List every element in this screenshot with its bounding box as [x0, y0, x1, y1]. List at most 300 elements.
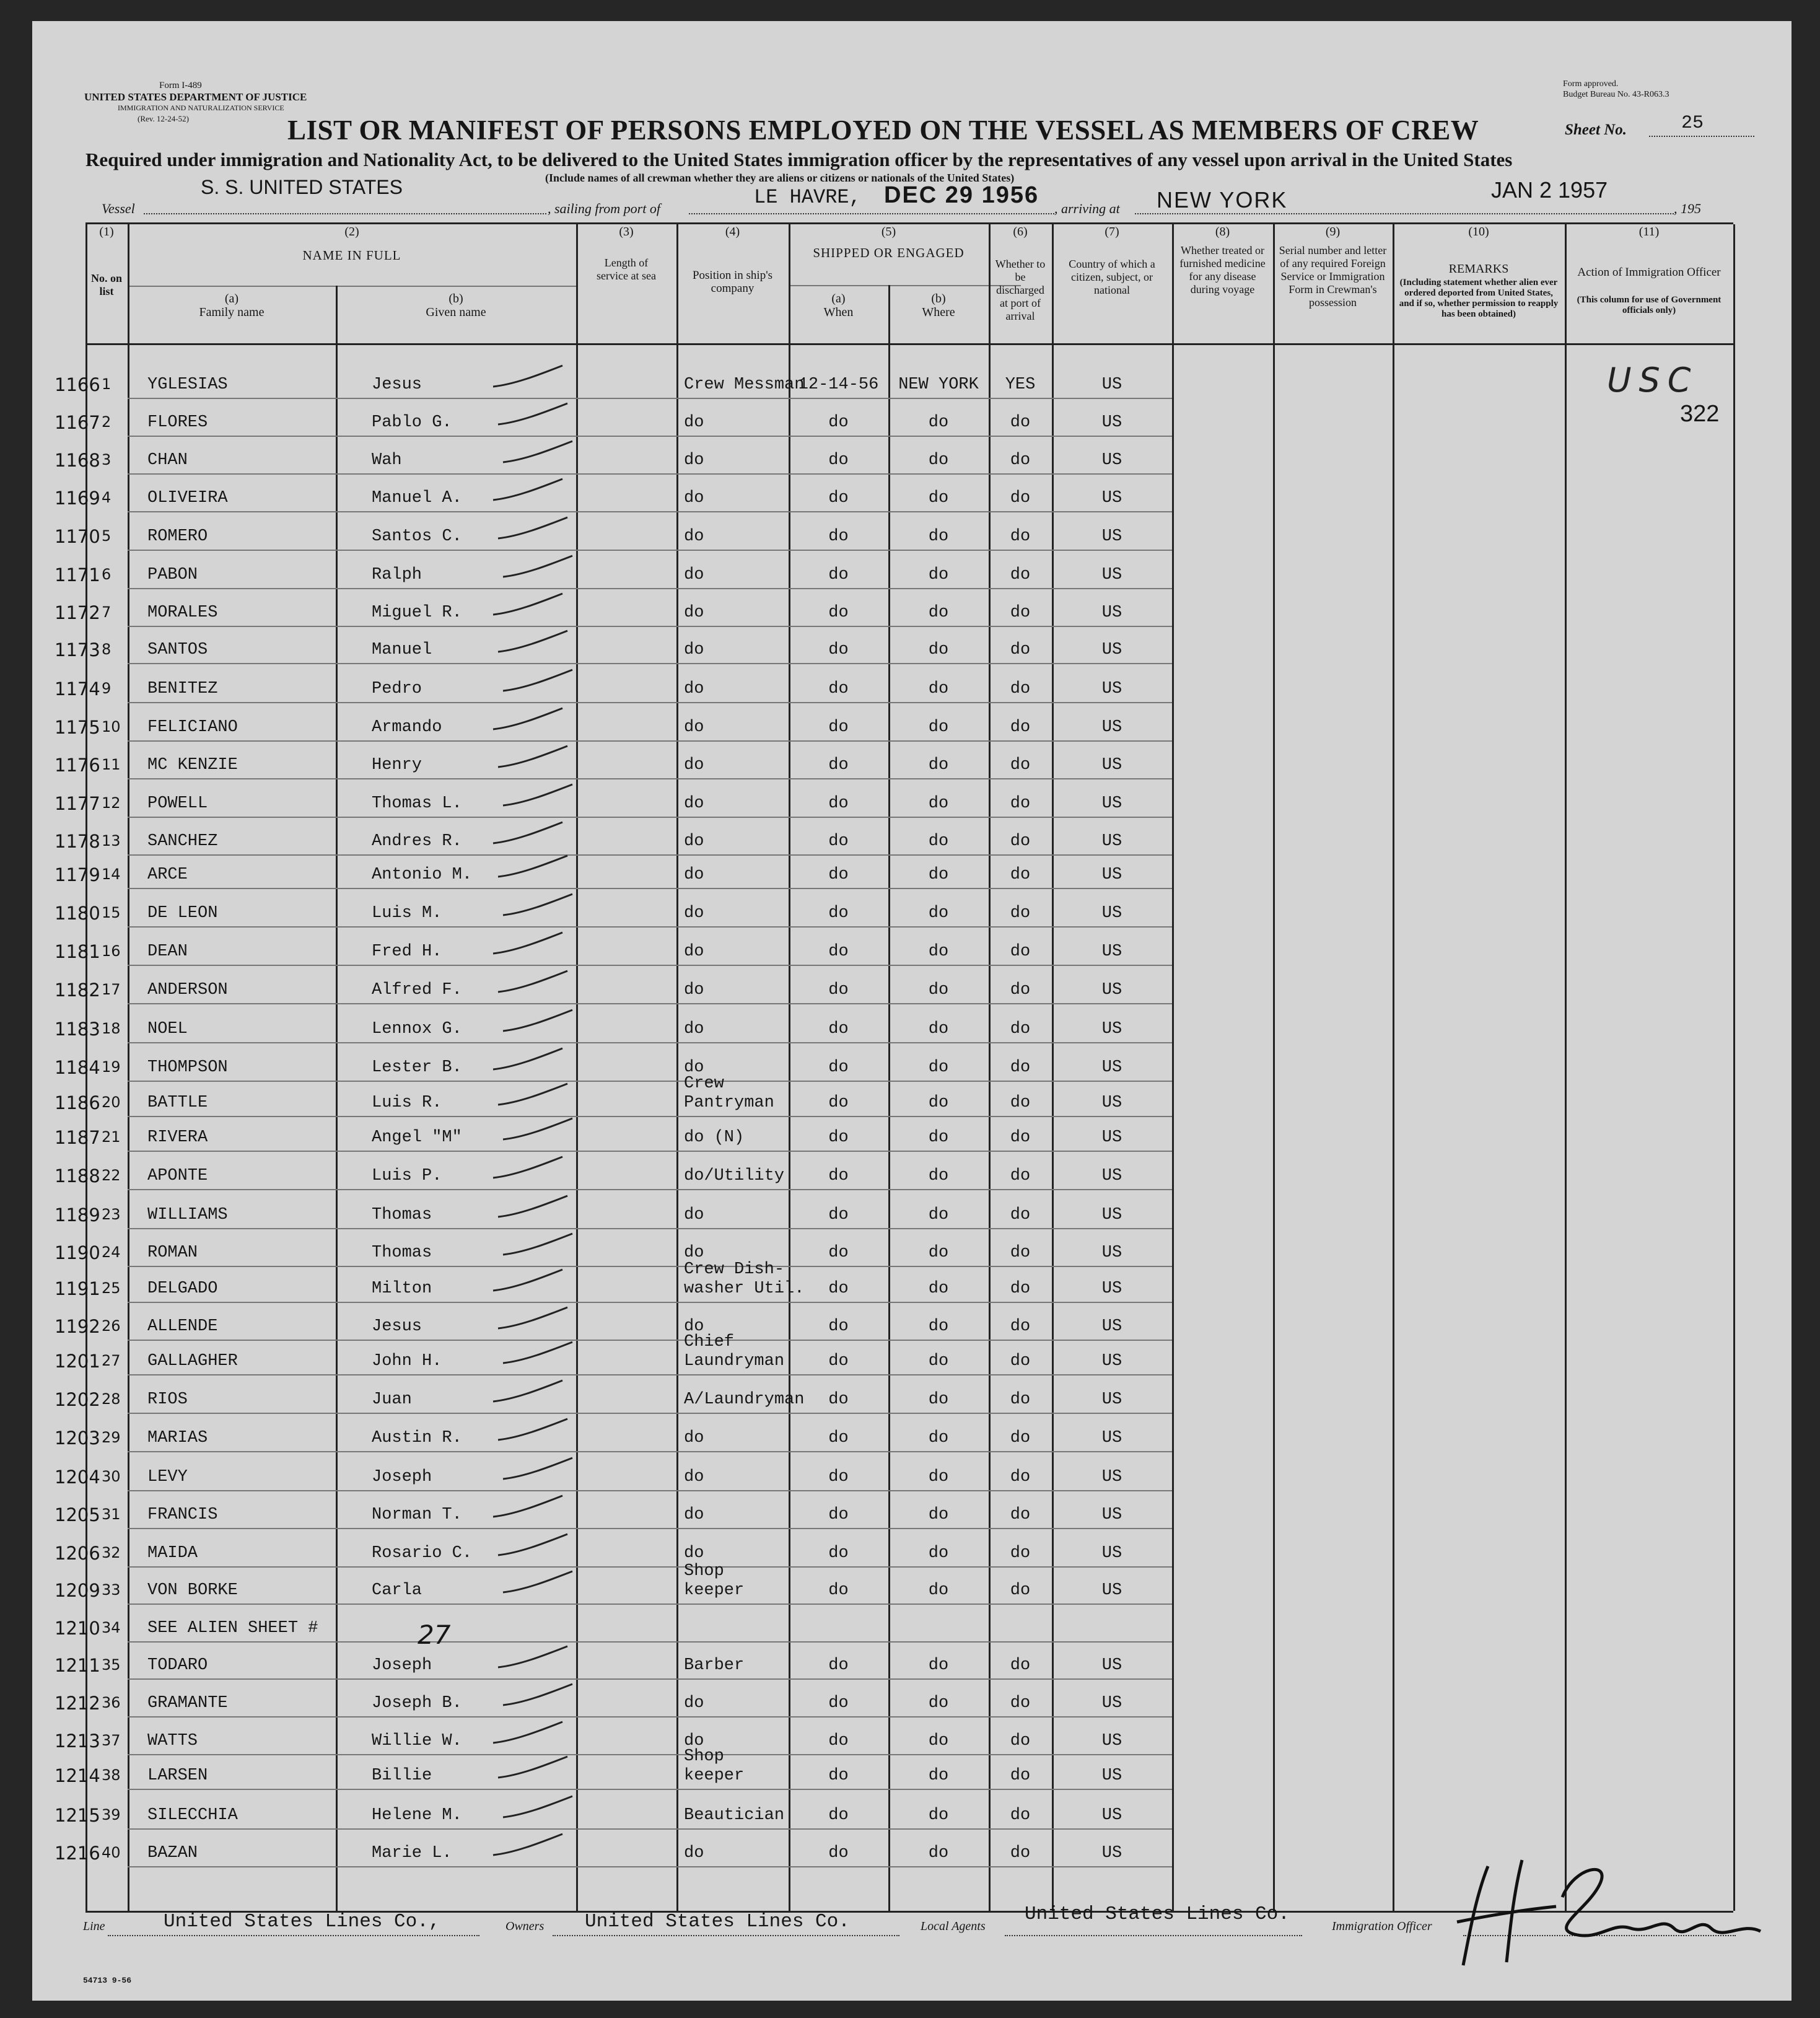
check-mark	[496, 852, 570, 889]
country: US	[1101, 1244, 1122, 1262]
country: US	[1101, 1544, 1122, 1563]
row-rule	[128, 1413, 1172, 1414]
col3-number: (3)	[619, 225, 634, 239]
row-number: 11	[102, 756, 121, 773]
row-serial: 1190	[55, 1242, 100, 1263]
row-rule	[128, 511, 1172, 512]
position: Shop keeper	[684, 1562, 745, 1600]
row-number: 17	[102, 981, 121, 998]
col-position-header: Position in ship's company	[692, 269, 773, 295]
row-rule	[128, 473, 1172, 475]
row-number: 16	[102, 942, 121, 960]
check-mark	[491, 362, 565, 399]
row-serial: 1168	[55, 450, 100, 471]
manifest-sheet	[32, 21, 1792, 2001]
position: do	[684, 1429, 704, 1447]
check-mark	[501, 1115, 575, 1152]
discharged: do	[1010, 1167, 1031, 1185]
shipped-when: do	[828, 1317, 849, 1336]
col-remarks-note: (Including statement whether alien ever ordered deported from United States, and if so, whether permission to reapply has been obtained)	[1399, 278, 1559, 319]
position: do	[684, 451, 704, 470]
departure-date-stamp: DEC 29 1956	[884, 182, 1039, 208]
shipped-where: do	[928, 1429, 949, 1447]
owners-company: United States Lines Co.	[585, 1911, 850, 1932]
shipped-where: do	[928, 1506, 949, 1524]
country: US	[1101, 1766, 1122, 1785]
family-name: BAZAN	[147, 1844, 198, 1862]
check-mark	[491, 1153, 565, 1190]
given-name: Juan	[372, 1390, 412, 1409]
row-number: 8	[102, 641, 112, 658]
shipped-where: do	[928, 527, 949, 546]
row-number: 31	[102, 1506, 121, 1523]
shipped-when: do	[828, 794, 849, 813]
discharged: do	[1010, 1544, 1031, 1563]
shipped-where: do	[928, 1352, 949, 1371]
position: do	[684, 641, 704, 659]
shipped-where: do	[928, 1128, 949, 1147]
shipped-when: do	[828, 1766, 849, 1785]
shipped-when: do	[828, 718, 849, 737]
check-mark	[491, 1830, 565, 1867]
row-serial: 1183	[55, 1019, 100, 1040]
given-name: Santos C.	[372, 527, 462, 546]
col-remarks-header: REMARKS	[1448, 262, 1509, 276]
discharged: do	[1010, 1244, 1031, 1262]
position: Beautician	[684, 1806, 785, 1825]
country: US	[1101, 1429, 1122, 1447]
shipped-where: do	[928, 1279, 949, 1298]
shipped-when: do	[828, 1352, 849, 1371]
row-serial: 1201	[55, 1351, 100, 1372]
family-name: ANDERSON	[147, 981, 228, 999]
row-rule	[128, 1228, 1172, 1229]
form-approved: Form approved.	[1563, 79, 1619, 89]
shipped-when: do	[828, 1544, 849, 1563]
row-number: 27	[102, 1352, 121, 1369]
country: US	[1101, 1206, 1122, 1224]
given-name: Wah	[372, 451, 402, 470]
row-number: 19	[102, 1058, 121, 1076]
row-number: 13	[102, 832, 121, 849]
page-title: LIST OR MANIFEST OF PERSONS EMPLOYED ON THE VESSEL AS MEMBERS OF CREW	[287, 115, 1479, 146]
position: do	[684, 1732, 704, 1750]
row-serial: 1184	[55, 1057, 100, 1078]
row-rule	[128, 1189, 1172, 1190]
position: do (N)	[684, 1128, 745, 1147]
col-serial-header: Serial number and letter of any required Foreign Service or Immigration Form in Crewman's possession	[1279, 244, 1387, 309]
discharged: do	[1010, 566, 1031, 584]
shipped-when: do	[828, 1429, 849, 1447]
position: do	[684, 1468, 704, 1486]
shipped-where: do	[928, 413, 949, 432]
service-name: IMMIGRATION AND NATURALIZATION SERVICE	[118, 103, 284, 112]
country: US	[1101, 1656, 1122, 1675]
country: US	[1101, 1279, 1122, 1298]
shipped-when: do	[828, 451, 849, 470]
row-serial: 1169	[55, 488, 100, 509]
row-serial: 1181	[55, 941, 100, 962]
family-name: BATTLE	[147, 1094, 208, 1112]
row-rule	[128, 1754, 1172, 1755]
check-mark	[501, 1568, 575, 1605]
col-when-header: When	[823, 305, 854, 319]
given-name: John H.	[372, 1352, 442, 1371]
row-rule	[128, 1828, 1172, 1830]
position: do	[684, 1506, 704, 1524]
row-serial: 1180	[55, 903, 100, 924]
given-name: Joseph	[372, 1656, 432, 1675]
col10-number: (10)	[1468, 225, 1489, 239]
row-number: 29	[102, 1429, 121, 1446]
row-serial: 1216	[55, 1843, 100, 1864]
row-serial: 1211	[55, 1655, 100, 1676]
family-name: APONTE	[147, 1167, 208, 1185]
shipped-when: do	[828, 1581, 849, 1600]
arrival-port: NEW YORK	[1157, 187, 1288, 213]
row-serial: 1210	[55, 1618, 100, 1639]
discharged: do	[1010, 1128, 1031, 1147]
position: do	[684, 718, 704, 737]
row-number: 10	[102, 718, 121, 735]
position: do	[684, 680, 704, 698]
shipped-where: do	[928, 1317, 949, 1336]
country: US	[1101, 1128, 1122, 1147]
family-name: RIVERA	[147, 1128, 208, 1147]
given-name: Pedro	[372, 680, 422, 698]
country: US	[1101, 981, 1122, 999]
shipped-where: do	[928, 794, 949, 813]
shipped-where: do	[928, 489, 949, 507]
family-name: DEAN	[147, 942, 188, 961]
col2-number: (2)	[344, 225, 359, 239]
row-number: 25	[102, 1279, 121, 1297]
row-serial: 1188	[55, 1165, 100, 1187]
check-mark	[491, 1492, 565, 1529]
shipped-where: NEW YORK	[898, 375, 979, 394]
col9-number: (9)	[1325, 225, 1341, 239]
check-mark	[501, 1006, 575, 1043]
shipped-when: do	[828, 1058, 849, 1077]
family-name: POWELL	[147, 794, 208, 813]
family-name: VON BORKE	[147, 1581, 238, 1600]
local-agents-label: Local Agents	[921, 1919, 986, 1933]
given-name: Helene M.	[372, 1806, 462, 1825]
given-name: Billie	[372, 1766, 432, 1785]
row-rule	[128, 1566, 1172, 1568]
check-mark	[491, 929, 565, 966]
position: do	[684, 413, 704, 432]
row-number: 30	[102, 1468, 121, 1485]
family-name: THOMPSON	[147, 1058, 228, 1077]
family-name: RIOS	[147, 1390, 188, 1409]
check-mark	[491, 818, 565, 856]
country: US	[1101, 866, 1122, 884]
row-rule	[128, 1451, 1172, 1452]
discharged: do	[1010, 756, 1031, 774]
discharged: do	[1010, 1390, 1031, 1409]
row-number: 4	[102, 489, 112, 506]
position: do	[684, 832, 704, 851]
family-name: SANTOS	[147, 641, 208, 659]
given-name: Joseph	[372, 1468, 432, 1486]
alien-sheet-number: 27	[418, 1620, 451, 1650]
position: do	[684, 1317, 704, 1336]
row-number: 35	[102, 1656, 121, 1674]
family-name: DE LEON	[147, 904, 218, 923]
discharged: do	[1010, 1694, 1031, 1713]
row-serial: 1212	[55, 1693, 100, 1714]
country: US	[1101, 1468, 1122, 1486]
discharged: do	[1010, 1317, 1031, 1336]
family-name: ROMERO	[147, 527, 208, 546]
country: US	[1101, 1844, 1122, 1862]
row-number: 18	[102, 1020, 121, 1037]
position: Barber	[684, 1656, 745, 1675]
sheet-number: 25	[1681, 113, 1704, 134]
col-immigration-action-header: Action of Immigration Officer	[1577, 266, 1721, 279]
row-serial: 1187	[55, 1127, 100, 1148]
row-serial: 1175	[55, 717, 100, 738]
check-mark	[496, 1753, 570, 1790]
row-rule	[128, 888, 1172, 889]
row-serial: 1174	[55, 678, 100, 700]
position: do	[684, 1206, 704, 1224]
row-serial: 1166	[55, 374, 100, 395]
row-serial: 1178	[55, 831, 100, 852]
shipped-where: do	[928, 1468, 949, 1486]
given-name: Rosario C.	[372, 1544, 473, 1563]
check-mark	[501, 1338, 575, 1375]
row-number: 2	[102, 413, 112, 431]
shipped-where: do	[928, 1058, 949, 1077]
row-serial: 1186	[55, 1092, 100, 1113]
check-mark	[496, 742, 570, 779]
position: Chief Laundryman	[684, 1333, 785, 1371]
col-country-header: Country of which a citizen, subject, or national	[1069, 258, 1155, 296]
country: US	[1101, 1167, 1122, 1185]
shipped-where: do	[928, 756, 949, 774]
row-number: 36	[102, 1694, 121, 1711]
family-name: YGLESIAS	[147, 375, 228, 394]
row-serial: 1171	[55, 564, 100, 586]
col1-number: (1)	[99, 225, 114, 239]
shipped-when: do	[828, 1020, 849, 1038]
row-number: 34	[102, 1619, 121, 1636]
family-name: WATTS	[147, 1732, 198, 1750]
country: US	[1101, 375, 1122, 394]
discharged: do	[1010, 718, 1031, 737]
form-number: Form I-489	[159, 81, 202, 90]
family-name: SEE ALIEN SHEET #	[147, 1619, 318, 1638]
row-rule	[128, 550, 1172, 551]
shipped-when: do	[828, 1656, 849, 1675]
given-name: Willie W.	[372, 1732, 462, 1750]
given-name: Lennox G.	[372, 1020, 462, 1038]
row-serial: 1202	[55, 1389, 100, 1410]
given-name: Jesus	[372, 1317, 422, 1336]
given-name: Fred H.	[372, 942, 442, 961]
given-name: Luis M.	[372, 904, 442, 923]
row-rule	[128, 1302, 1172, 1303]
check-mark	[496, 967, 570, 1004]
owners-label: Owners	[505, 1919, 545, 1933]
country: US	[1101, 1094, 1122, 1112]
country: US	[1101, 566, 1122, 584]
discharged: do	[1010, 1656, 1031, 1675]
discharged: do	[1010, 1206, 1031, 1224]
given-name: Luis P.	[372, 1167, 442, 1185]
given-name: Pablo G.	[372, 413, 452, 432]
shipped-where: do	[928, 904, 949, 923]
col11-number: (11)	[1638, 225, 1660, 239]
country: US	[1101, 1806, 1122, 1825]
row-rule	[128, 1716, 1172, 1717]
discharged: do	[1010, 527, 1031, 546]
given-name: Austin R.	[372, 1429, 462, 1447]
country: US	[1101, 942, 1122, 961]
discharged: do	[1010, 1279, 1031, 1298]
country: US	[1101, 794, 1122, 813]
shipped-where: do	[928, 566, 949, 584]
given-name: Henry	[372, 756, 422, 774]
check-mark	[491, 590, 565, 627]
given-name: Thomas	[372, 1244, 432, 1262]
position: do	[684, 904, 704, 923]
discharged: do	[1010, 942, 1031, 961]
shipped-when: do	[828, 1506, 849, 1524]
row-serial: 1176	[55, 755, 100, 776]
shipped-when: do	[828, 680, 849, 698]
shipped-where: do	[928, 981, 949, 999]
position: do	[684, 1694, 704, 1713]
position: do	[684, 1058, 704, 1077]
row-serial: 1170	[55, 526, 100, 547]
shipped-where: do	[928, 718, 949, 737]
check-mark	[491, 1718, 565, 1755]
col-discharged-header: Whether to be discharged at port of arrival	[995, 258, 1046, 322]
row-serial: 1177	[55, 793, 100, 814]
position: do	[684, 866, 704, 884]
check-mark	[501, 1792, 575, 1830]
check-mark	[496, 514, 570, 551]
country: US	[1101, 413, 1122, 432]
check-mark	[501, 437, 575, 475]
given-name: Angel "M"	[372, 1128, 462, 1147]
row-serial: 1209	[55, 1580, 100, 1601]
family-name: FRANCIS	[147, 1506, 218, 1524]
usc-annotation: USC	[1607, 361, 1699, 400]
row-serial: 1205	[55, 1504, 100, 1525]
given-name: Lester B.	[372, 1058, 462, 1077]
discharged: do	[1010, 1020, 1031, 1038]
given-name: Thomas	[372, 1206, 432, 1224]
row-number: 21	[102, 1128, 121, 1146]
given-name: Joseph B.	[372, 1694, 462, 1713]
vessel-name: S. S. UNITED STATES	[201, 176, 403, 198]
given-name: Milton	[372, 1279, 432, 1298]
check-mark	[501, 1454, 575, 1491]
given-name: Norman T.	[372, 1506, 462, 1524]
col-no-on-list-header: No. on list	[90, 272, 122, 297]
row-number: 26	[102, 1317, 121, 1335]
check-mark	[496, 1080, 570, 1117]
shipped-where: do	[928, 866, 949, 884]
family-name: BENITEZ	[147, 680, 218, 698]
shipped-when: do	[828, 1806, 849, 1825]
col-where-header: Where	[922, 305, 955, 319]
row-rule	[128, 854, 1172, 856]
discharged: do	[1010, 413, 1031, 432]
discharged: do	[1010, 1506, 1031, 1524]
immigration-officer-label: Immigration Officer	[1332, 1919, 1432, 1933]
country: US	[1101, 718, 1122, 737]
row-rule	[128, 436, 1172, 437]
given-name: Ralph	[372, 566, 422, 584]
given-name: Armando	[372, 718, 442, 737]
col5a-letter: (a)	[831, 292, 846, 305]
position: do	[684, 1844, 704, 1862]
row-rule	[128, 1116, 1172, 1117]
row-rule	[128, 1042, 1172, 1043]
position: Shop keeper	[684, 1747, 745, 1785]
col-medical-header: Whether treated or furnished medicine for any disease during voyage	[1179, 244, 1266, 296]
family-name: OLIVEIRA	[147, 489, 228, 507]
col-length-of-service-header: Length of service at sea	[597, 257, 656, 282]
country: US	[1101, 1390, 1122, 1409]
position: do/Utility	[684, 1167, 785, 1185]
check-mark	[491, 475, 565, 512]
country: US	[1101, 1732, 1122, 1750]
given-name: Carla	[372, 1581, 422, 1600]
shipped-when: do	[828, 1244, 849, 1262]
family-name: TODARO	[147, 1656, 208, 1675]
sheet-label: Sheet No.	[1565, 121, 1627, 138]
family-name: WILLIAMS	[147, 1206, 228, 1224]
row-number: 20	[102, 1094, 121, 1111]
family-name: GRAMANTE	[147, 1694, 228, 1713]
check-mark	[501, 1230, 575, 1267]
family-name: ALLENDE	[147, 1317, 218, 1336]
position: do	[684, 603, 704, 622]
country: US	[1101, 641, 1122, 659]
col7-number: (7)	[1105, 225, 1119, 239]
row-number: 39	[102, 1806, 121, 1823]
check-mark	[496, 1530, 570, 1568]
row-serial: 1172	[55, 602, 100, 623]
shipped-when: do	[828, 1732, 849, 1750]
row-serial: 1191	[55, 1278, 100, 1299]
discharged: do	[1010, 1844, 1031, 1862]
check-mark	[496, 1415, 570, 1452]
shipped-where: do	[928, 1732, 949, 1750]
crew-note: (Include names of all crewman whether they are aliens or citizens or nationals of the United States)	[545, 172, 1015, 184]
country: US	[1101, 1352, 1122, 1371]
position: do	[684, 794, 704, 813]
shipped-when: do	[828, 1844, 849, 1862]
shipped-when: do	[828, 413, 849, 432]
row-number: 38	[102, 1766, 121, 1784]
row-rule	[128, 817, 1172, 818]
family-name: ROMAN	[147, 1244, 198, 1262]
position: A/Laundryman	[684, 1390, 805, 1409]
shipped-where: do	[928, 832, 949, 851]
row-number: 14	[102, 866, 121, 883]
row-rule	[128, 1678, 1172, 1680]
shipped-where: do	[928, 1656, 949, 1675]
check-mark	[501, 890, 575, 928]
row-rule	[128, 1266, 1172, 1267]
